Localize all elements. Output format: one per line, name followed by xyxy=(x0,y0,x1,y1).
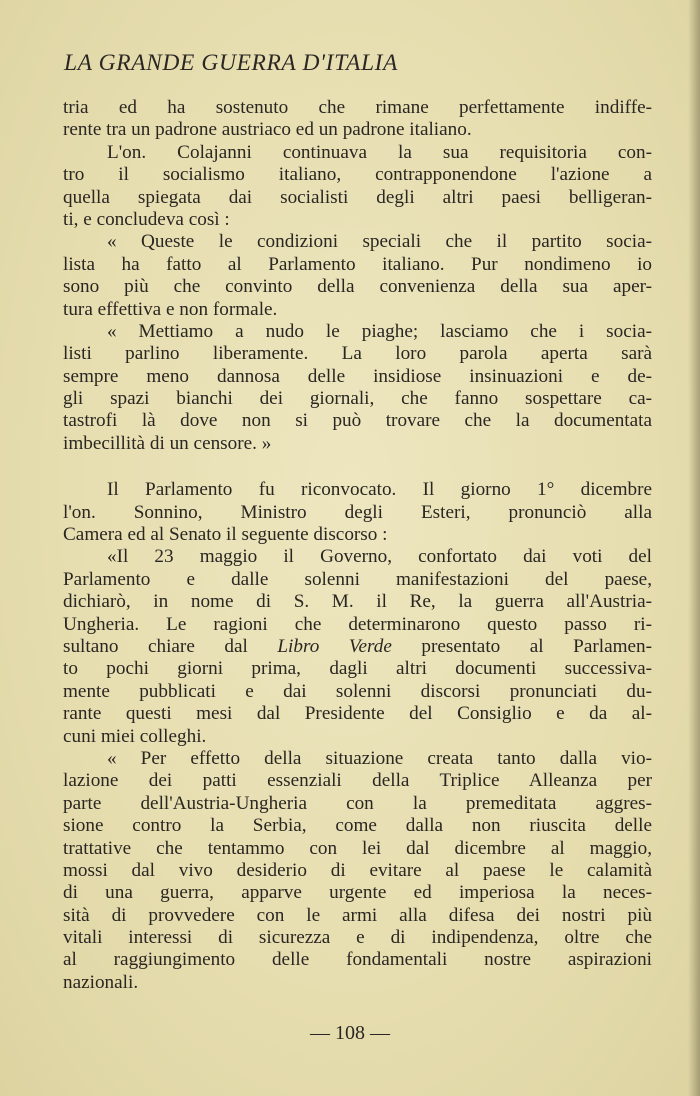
body-text xyxy=(63,97,652,994)
text-line: to pochi giorni prima, dagli altri documenti successiva- xyxy=(63,658,652,680)
text-line: parte dell'Austria-Ungheria con la premeditata aggres- xyxy=(63,792,652,814)
text-line: mossi dal vivo desiderio di evitare al paese le calamità xyxy=(63,859,652,881)
text-line: Parlamento e dalle solenni manifestazioni del paese, xyxy=(63,568,652,590)
text-segment: presentato al Parlamen- xyxy=(421,635,653,657)
text-line: Ungheria. Le ragioni che determinarono questo passo ri- xyxy=(63,613,652,635)
text-line: mente pubblicati e dai solenni discorsi pronunciati du- xyxy=(63,680,652,702)
text-line: rente tra un padrone austriaco ed un padrone italiano. xyxy=(63,119,472,141)
text-line: « Mettiamo a nudo le piaghe; lasciamo che i socia- xyxy=(107,320,652,342)
text-line: quella spiegata dai socialisti degli altri paesi belligeran- xyxy=(63,186,652,208)
text-line: di una guerra, apparve urgente ed imperiosa la neces- xyxy=(63,882,652,904)
text-line: «Il 23 maggio il Governo, confortato dai voti del xyxy=(107,546,652,568)
text-line: L'on. Colajanni continuava la sua requisitoria con- xyxy=(107,141,652,163)
paragraph-colajanni xyxy=(63,142,652,232)
text-line: trattative che tentammo con lei dal dicembre al maggio, xyxy=(63,837,652,859)
text-line: l'on. Sonnino, Ministro degli Esteri, pronunciò alla xyxy=(63,501,652,523)
text-line: « Queste le condizioni speciali che il partito socia- xyxy=(107,231,652,253)
text-line: Il Parlamento fu riconvocato. Il giorno 1° dicembre xyxy=(107,479,652,501)
quote-paragraph-wounds xyxy=(63,321,652,455)
text-line: lista ha fatto al Parlamento italiano. Pur nondimeno io xyxy=(63,253,652,275)
text-line: nazionali. xyxy=(63,971,139,993)
italic-book-title: Libro Verde xyxy=(277,635,392,657)
text-line: imbecillità di un censore. » xyxy=(63,432,272,454)
running-title: LA GRANDE GUERRA D'ITALIA xyxy=(64,50,398,76)
text-line: ti, e concludeva così : xyxy=(63,208,230,230)
quote-paragraph-effects xyxy=(63,748,652,994)
text-line: vitali interessi di sicurezza e di indipendenza, oltre che xyxy=(63,927,652,949)
text-line: listi parlino liberamente. La loro parola aperta sarà xyxy=(63,343,652,365)
text-line: Camera ed al Senato il seguente discorso : xyxy=(63,524,388,546)
text-line: gli spazi bianchi dei giornali, che fanno sospettare ca- xyxy=(63,388,652,410)
text-line: sono più che convinto della convenienza della sua aper- xyxy=(63,276,652,298)
text-line: cuni miei colleghi. xyxy=(63,725,207,747)
paragraph-parliament xyxy=(63,479,652,546)
page-edge-shadow xyxy=(688,0,700,1096)
text-segment: sultano chiare dal xyxy=(63,635,248,657)
text-line: rante questi mesi dal Presidente del Consiglio e da al- xyxy=(63,703,652,725)
text-line: sione contro la Serbia, come dalla non riuscita delle xyxy=(63,815,652,837)
quote-paragraph-may xyxy=(63,546,652,748)
quote-paragraph-conditions xyxy=(63,231,652,321)
page-number: — 108 — xyxy=(310,1022,390,1044)
text-line-mixed xyxy=(63,636,652,658)
text-line: tura effettiva e non formale. xyxy=(63,298,278,320)
paragraph-continuation xyxy=(63,97,652,142)
text-line: dichiarò, in nome di S. M. il Re, la guerra all'Austria- xyxy=(63,591,652,613)
text-line: sità di provvedere con le armi alla difesa dei nostri più xyxy=(63,904,652,926)
text-line: lazione dei patti essenziali della Triplice Alleanza per xyxy=(63,770,652,792)
text-line: « Per effetto della situazione creata tanto dalla vio- xyxy=(107,747,652,769)
text-line: al raggiungimento delle fondamentali nostre aspirazioni xyxy=(63,949,652,971)
text-line: tro il socialismo italiano, contrapponendone l'azione a xyxy=(63,164,652,186)
text-line: tria ed ha sostenuto che rimane perfettamente indiffe- xyxy=(63,97,652,118)
text-line: sempre meno dannosa delle insidiose insinuazioni e de- xyxy=(63,365,652,387)
text-line: tastrofi là dove non si può trovare che la documentata xyxy=(63,410,652,432)
